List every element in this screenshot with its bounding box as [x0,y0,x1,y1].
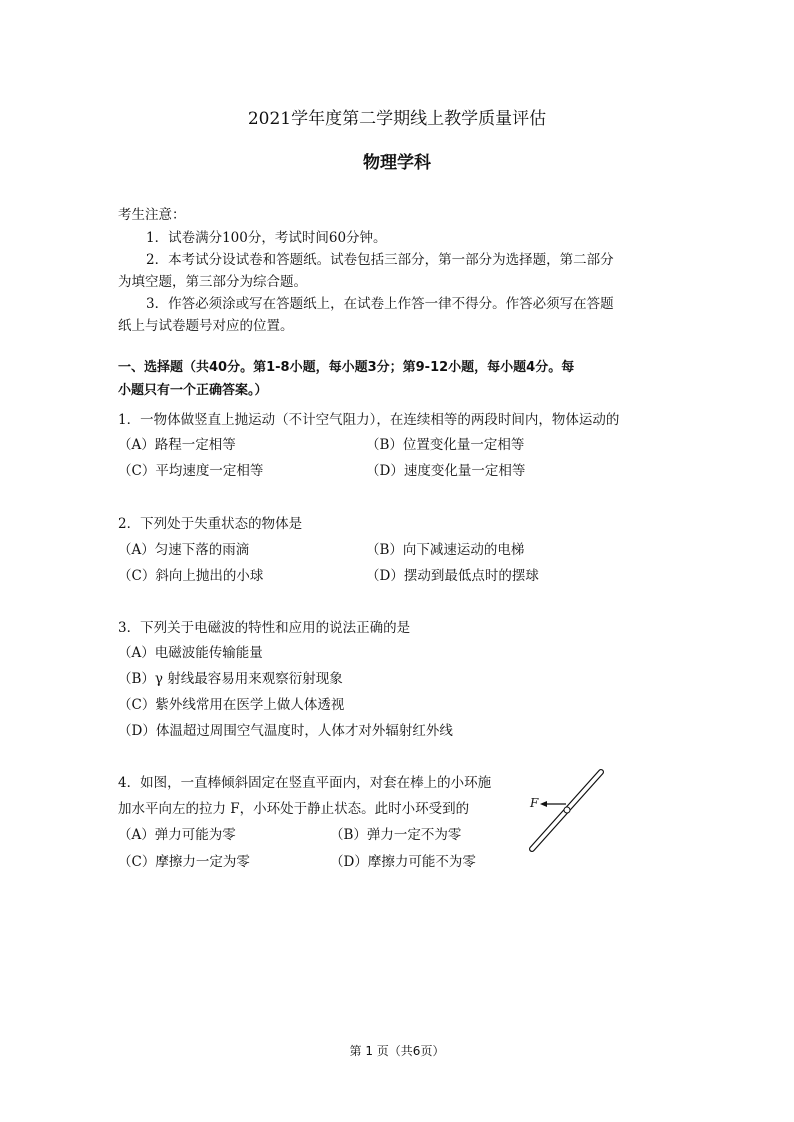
question-3-option-d: （D）体温超过周围空气温度时，人体才对外辐射红外线 [118,723,453,739]
notice-item-3-line-2: 纸上与试卷题号对应的位置。 [118,318,294,334]
question-4-option-a: （A）弹力可能为零 [118,827,236,843]
question-2-option-a: （A）匀速下落的雨滴 [118,542,250,558]
question-2-stem: 2．下列处于失重状态的物体是 [118,516,303,532]
notice-item-3-line-1: 3．作答必须涂或写在答题纸上，在试卷上作答一律不得分。作答必须写在答题 [146,296,614,312]
question-4-option-c: （C）摩擦力一定为零 [118,854,250,870]
subject-title: 物理学科 [363,153,431,173]
page-footer: 第 1 页（共6页） [349,1044,445,1058]
question-4-option-b: （B）弹力一定不为零 [330,827,462,843]
force-label: F [530,796,539,810]
notice-item-2-line-1: 2．本考试分设试卷和答题纸。试卷包括三部分，第一部分为选择题，第二部分 [146,252,614,268]
question-2-option-b: （B）向下减速运动的电梯 [366,542,525,558]
small-ring [564,807,570,813]
question-3-option-c: （C）紫外线常用在医学上做人体透视 [118,697,345,713]
question-2-option-c: （C）斜向上抛出的小球 [118,568,264,584]
question-1-option-a: （A）路程一定相等 [118,437,236,453]
question-2-option-d: （D）摆动到最低点时的摆球 [366,568,539,584]
section-1-heading-line-2: 小题只有一个正确答案。） [118,383,268,398]
question-3-stem: 3．下列关于电磁波的特性和应用的说法正确的是 [118,620,411,636]
question-3-option-b: （B）γ 射线最容易用来观察衍射现象 [118,671,343,687]
question-1-option-c: （C）平均速度一定相等 [118,463,264,479]
question-4-stem-line-2: 加水平向左的拉力 F，小环处于静止状态。此时小环受到的 [118,801,470,817]
question-1-stem: 1．一物体做竖直上抛运动（不计空气阻力），在连续相等的两段时间内，物体运动的 [118,412,620,428]
question-4-option-d: （D）摩擦力可能不为零 [330,854,476,870]
section-1-heading-line-1: 一、选择题（共40分。第1-8小题，每小题3分；第9-12小题，每小题4分。每 [118,360,575,375]
force-arrow-head [540,801,547,807]
question-1-option-b: （B）位置变化量一定相等 [366,437,525,453]
question-4-figure [520,766,610,856]
notice-item-1: 1．试卷满分100分，考试时间60分钟。 [146,230,387,246]
notice-item-2-line-2: 为填空题，第三部分为综合题。 [118,274,307,290]
exam-title: 2021学年度第二学期线上教学质量评估 [247,109,547,129]
question-1-option-d: （D）速度变化量一定相等 [366,463,526,479]
notice-heading: 考生注意： [118,207,186,223]
question-3-option-a: （A）电磁波能传输能量 [118,645,263,661]
question-4-stem-line-1: 4．如图，一直棒倾斜固定在竖直平面内，对套在棒上的小环施 [118,775,492,791]
